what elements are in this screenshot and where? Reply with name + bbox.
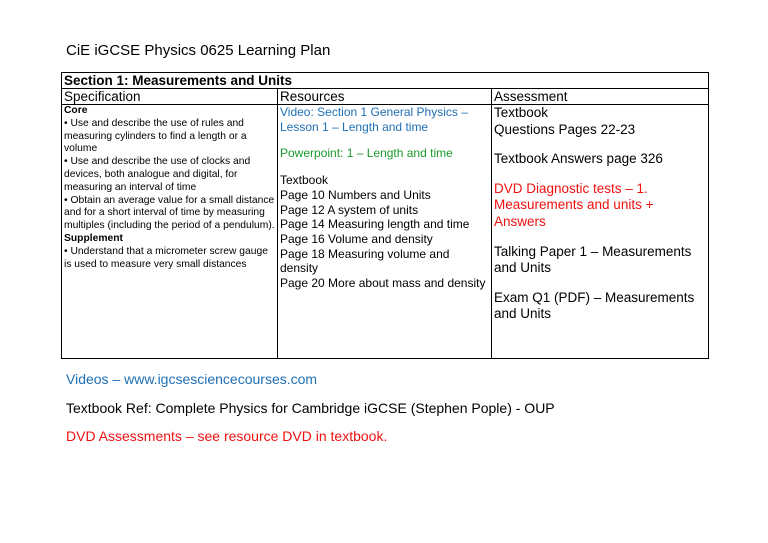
assessment-textbook: Textbook <box>494 105 549 120</box>
textbook-page-item: Page 18 Measuring volume and density <box>280 246 450 276</box>
textbook-page-item: Page 14 Measuring length and time <box>280 217 470 232</box>
videos-link[interactable]: Videos – www.igcsesciencecourses.com <box>66 371 318 387</box>
supplement-item: • Understand that a micrometer screw gauge is used to measure very small distances <box>64 245 268 270</box>
core-item: • Use and describe the use of rules and measuring cylinders to find a length or a volume <box>64 117 247 155</box>
specification-header: Specification <box>62 89 278 105</box>
video-link[interactable]: Video: Section 1 General Physics – Lesson 1 – Length and time <box>280 105 468 134</box>
assessment-answers: Textbook Answers page 326 <box>494 151 663 167</box>
resources-header: Resources <box>278 89 492 105</box>
dvd-assessments-note: DVD Assessments – see resource DVD in textbook. <box>66 428 388 444</box>
assessment-questions: Questions Pages 22-23 <box>494 121 636 137</box>
core-item: • Use and describe the use of clocks and devices, both analogue and digital, for measuring an interval of time <box>64 156 251 193</box>
resources-cell <box>278 105 492 359</box>
learning-plan-table <box>61 72 709 359</box>
assessment-header: Assessment <box>492 89 709 105</box>
exam-question: Exam Q1 (PDF) – Measurements and Units <box>494 289 695 322</box>
core-heading: Core <box>64 105 88 116</box>
textbook-reference: Textbook Ref: Complete Physics for Cambridge iGCSE (Stephen Pople) - OUP <box>66 400 555 416</box>
core-item: • Obtain an average value for a small distance and for a short interval of time by measuring multiples (including the period of a pendulum). <box>64 194 275 232</box>
assessment-cell <box>492 105 709 359</box>
powerpoint-link[interactable]: Powerpoint: 1 – Length and time <box>280 146 453 161</box>
supplement-heading: Supplement <box>64 232 123 244</box>
textbook-page-item: Page 12 A system of units <box>280 202 419 217</box>
textbook-page-item: Page 10 Numbers and Units <box>280 187 431 202</box>
section-heading: Section 1: Measurements and Units <box>62 73 709 89</box>
document-title: CiE iGCSE Physics 0625 Learning Plan <box>66 42 331 59</box>
dvd-diagnostic-tests[interactable]: DVD Diagnostic tests – 1. Measurements and units + Answers <box>494 180 654 229</box>
textbook-page-item: Page 16 Volume and density <box>280 231 433 246</box>
textbook-page-item: Page 20 More about mass and density <box>280 276 486 291</box>
talking-paper: Talking Paper 1 – Measurements and Units <box>494 243 692 276</box>
textbook-heading: Textbook <box>280 173 329 188</box>
specification-cell <box>62 105 278 359</box>
